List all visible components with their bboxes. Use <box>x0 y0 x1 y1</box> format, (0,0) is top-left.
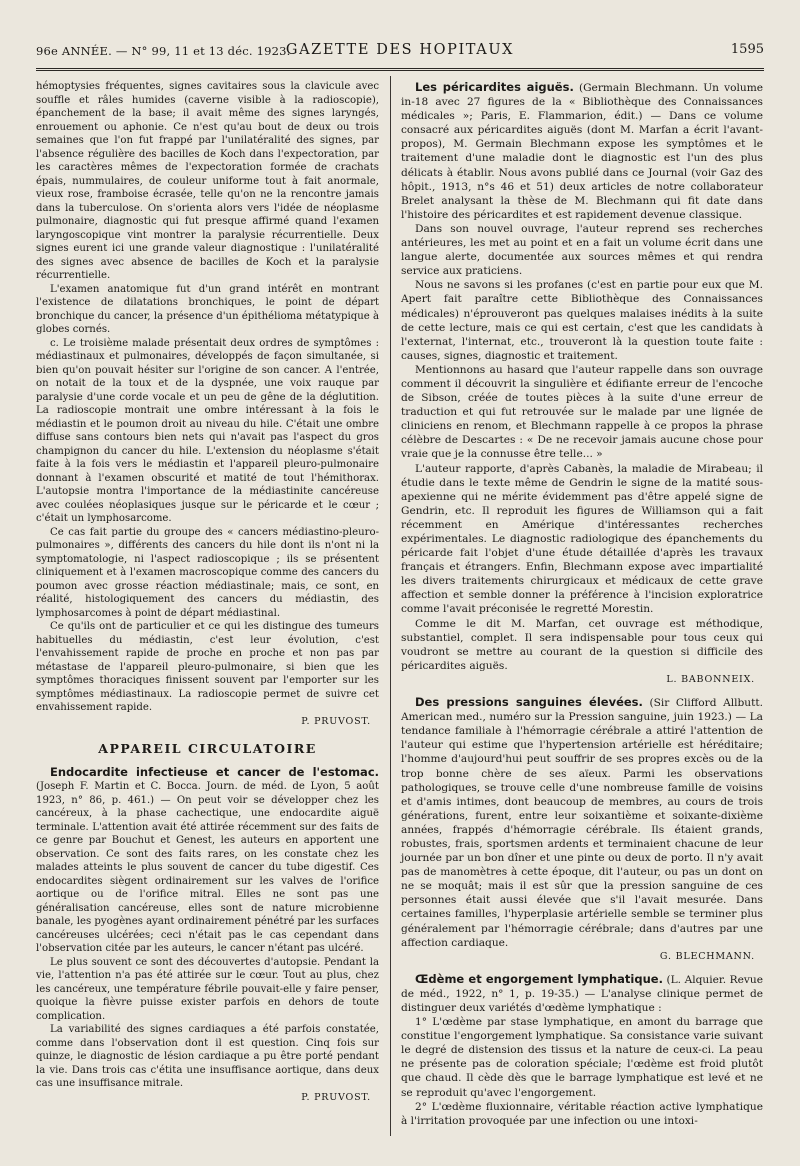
article-endocardite <box>36 766 379 1105</box>
paragraph: Ce cas fait partie du groupe des « cancers médiastino-pleuro-pulmonaires », différents des cancers du hile dont ils n'ont ni la symptomatologie, ni l'aspect radioscopique ; ils se présentent cliniquement et à l'examen macroscopique comme des cancers du poumon avec grosse réaction médiastinale; mais, ce sont, en réalité, histologiquement des cancers du médiastin, des lymphosarcomes à point de départ médiastinal. <box>36 526 379 619</box>
paragraph: La variabilité des signes cardiaques a été parfois constatée, comme dans l'observation dont il est question. Cinq fois sur quinze, le diagnostic de lésion cardiaque a pu être porté pendant la vie. Dans trois cas c'étita une insuffisance aortique, dans deux cas une insuffisance mitrale. <box>36 1024 379 1089</box>
author-signature: P. PRUVOST. <box>301 1091 371 1103</box>
header-double-rule <box>36 68 764 71</box>
article-title: Des pressions sanguines élevées. <box>415 695 643 710</box>
paragraph: hémoptysies fréquentes, signes cavitaires sous la clavicule avec souffle et râles humides (caverne visible à la radioscopie), épanchement de la base; il avait même des signes laryngés, enrouement ou aphonie. Ce n'est qu'au bout de deux ou trois semaines que l'on fut frappé par l'unilatéralité des signes, par l'absence régulière des bacilles de Koch dans l'expectoration, par les caractères mêmes de l'expectoration formée de crachats épais, nummulaires, de couleur uniforme tout à fait anormale, vieux rose, framboise écrasée, telle qu'on ne la rencontre jamais dans la tuberculose. On s'orienta alors vers l'idée de néoplasme pulmonaire, diagnostic qui fut presque affirmé quand l'examen laryngoscopique vint montrer la paralysie récurrentielle. Deux signes eurent ici une grande valeur diagnostique : l'unilatéralité des signes avec absence de bacilles de Koch et la paralysie récurrentielle. <box>36 81 379 281</box>
paragraph: Comme le dit M. Marfan, cet ouvrage est méthodique, substantiel, complet. Il sera indispensable pour tous ceux qui voudront se mettre au courant de la question si difficile des péricardites aiguës. <box>401 617 763 672</box>
paragraph: 2° L'œdème fluxionnaire, véritable réaction active lymphatique à l'irritation provoquée par une infection ou une intoxi- <box>401 1100 763 1127</box>
paragraph: L'examen anatomique fut d'un grand intérêt en montrant l'existence de dilatations bronchiques, le point de départ bronchique du cancer, la présence d'un épithélioma métatypique à globes cornés. <box>36 283 379 335</box>
author-signature: G. BLECHMANN. <box>659 950 755 962</box>
column-divider <box>390 76 391 1136</box>
right-column <box>401 80 763 1128</box>
paragraph: Dans son nouvel ouvrage, l'auteur reprend ses recherches antérieures, les met au point et en a fait un volume écrit dans une langue alerte, documentée aux sources mêmes et qui rendra service aux praticiens. <box>401 222 763 278</box>
paragraph: L'auteur rapporte, d'après Cabanès, la maladie de Mirabeau; il étudie dans le texte même de Gendrin le signe de la matité sous-apexienne qui ne mérite évidemment pas d'être appelé signe de Gendrin, etc. Il reproduit les figures de Williamson qui a fait récemment en Amérique d'intéressantes recherches expérimentales. Le diagnostic radiologique des épanchements du péricarde fait l'objet d'une étude détaillée d'après les travaux français et étrangers. Enfin, Blechmann expose avec impartialité les divers traitements chirurgicaux et médicaux de cette grave affection et semble donner la préférence à l'incision exploratrice comme l'avait préconisée le regretté Morestin. <box>401 462 763 616</box>
article-title: Les péricardites aiguës. <box>415 80 574 94</box>
journal-title: GAZETTE DES HOPITAUX <box>285 42 515 58</box>
paragraph: c. Le troisième malade présentait deux ordres de symptômes : médiastinaux et pulmonaires, développés de façon simultanée, si bien qu'on pouvait hésiter sur l'origine de son cancer. A l'entrée, on notait de la toux et de la dyspnée, une voix rauque par paralysie d'une corde vocale et un peu de gêne de la déglutition. La radioscopie montrait une ombre intéressant à la fois le médiastin et le poumon droit au niveau du hile. C'était une ombre diffuse sans contours bien nets qui n'avait pas l'aspect du gros champignon du cancer du hile. L'extension du néoplasme s'était faite à la fois vers le médiastin et l'appareil pleuro-pulmonaire donnant à l'examen obscurité et matité de tout l'hémithorax. L'autopsie montra l'importance de la médiastinite cancéreuse avec coulées néoplasiques jusque sur le péricarde et le cœur ; c'était un lymphosarcome. <box>36 337 379 524</box>
paragraph: Ce qu'ils ont de particulier et ce qui les distingue des tumeurs habituelles du médiastin, c'est leur évolution, c'est l'envahissement rapide de proche en proche et non pas par métastase de l'appareil pleuro-pulmonaire, si bien que les symptômes thoraciques finissent souvent par l'emporter sur les symptômes médiastinaux. La radioscopie permet de suivre cet envahissement rapide. <box>36 621 379 713</box>
article-title: Endocardite infectieuse et cancer de l'estomac. <box>50 764 379 779</box>
article-lead: (Germain Blechmann. Un volume in-18 avec 27 figures de la « Bibliothèque des Connaissances médicales »; Paris, E. Flammarion, édit.) — Dans ce volume consacré aux péricardites aiguës (dont M. Marfan a écrit l'avant-propos), M. Germain Blechmann expose les symptômes et le traitement d'une maladie dont le diagnostic est l'un des plus délicats à établir. Nous avons publié dans ce Journal (voir Gaz des hôpit., 1913, n°s 46 et 51) deux articles de notre collaborateur Brelet analysant la thèse de M. Blechmann qui fit date dans l'histoire des péricardites et est rapidement devenue classique. <box>401 82 764 221</box>
article-lead: (Joseph F. Martin et C. Bocca. Journ. de méd. de Lyon, 5 août 1923, n° 86, p. 461.) — On peut voir se développer chez les cancéreux, à la phase cachectique, une endocardite aiguë terminale. L'attention avait été attirée récemment sur des faits de ce genre par Bouchut et Genest, les auteurs en apportent une observation. Ce sont des faits rares, on les constate chez les malades atteints le plus souvent de cancer du tube digestif. Ces endocardites siègent ordinairement sur les valves de l'orifice aortique ou de l'orifice mitral. Elles ne sont pas une généralisation cancéreuse, elles sont de nature microbienne banale, les pyogènes ayant ordinairement pénétré par les surfaces cancéreuses ulcérées; ceci n'était pas le cas cependant dans l'observation citée par les auteurs, le cancer n'étant pas ulcéré. <box>36 781 379 954</box>
author-signature: P. PRUVOST. <box>301 715 371 727</box>
article-pericardites <box>401 80 763 687</box>
article-lead: (Sir Clifford Allbutt. American med., numéro sur la Pression sanguine, juin 1923.) — La tendance familiale à l'hémorragie cérébrale a attiré l'attention de l'auteur qui estime que l'hypertension artérielle est héréditaire; l'homme d'aujourd'hui peut souffrir de ses propres excès ou de la trop bonne chère de ses aïeux. Parmi les observations pathologiques, se trouve celle d'une nombreuse famille de voisins et d'amis intimes, dont beaucoup de membres, au cours de trois générations, furent, entre leur soixantième et soixante-dixième années, frappés d'hémorragie cérébrale. Ils étaient grands, robustes, frais, sportsmen ardents et terminaient chacune de leur journée par un bon dîner et une pinte ou deux de porto. Il n'y avait pas de manomètres à cette époque, dit l'auteur, ou pas un dont on ne se moquât; mais il est sûr que la pression sanguine de ces personnes était aussi élevée que s'il l'avait mesurée. Dans certaines familles, l'hyperplasie artérielle semble se terminer plus généralement par l'hémorragie cérébrale; dans d'autres par une affection cardiaque. <box>401 697 764 949</box>
page-header <box>36 40 764 66</box>
paragraph: Nous ne savons si les profanes (c'est en partie pour eux que M. Apert fait paraître cette Bibliothèque des Connaissances médicales) n'éprouveront pas quelques malaises inédits à la suite de cette lecture, mais ce qui est certain, c'est que les candidats à l'externat, l'internat, etc., trouveront là la question toute faite : causes, signes, diagnostic et traitement. <box>401 279 763 362</box>
left-column <box>36 80 379 1112</box>
paragraph: Le plus souvent ce sont des découvertes d'autopsie. Pendant la vie, l'attention n'a pas été attirée sur le cœur. Tout au plus, chez les cancéreux, une température fébrile pouvait-elle y faire penser, quoique la fièvre puisse exister parfois en dehors de toute complication. <box>36 956 379 1022</box>
paragraph: 1° L'œdème par stase lymphatique, en amont du barrage que constitue l'engorgement lymphatique. Sa consistance varie suivant le degré de distension des tissus et la nature de ceux-ci. La peau ne présente pas de coloration spéciale; l'œdème est froid plutôt que chaud. Il cède dès que le barrage lymphatique est levé et ne se reproduit qu'avec l'engorgement. <box>401 1016 763 1099</box>
issue-info: 96e ANNÉE. — N° 99, 11 et 13 déc. 1923. <box>36 44 291 58</box>
page-number: 1595 <box>730 42 764 57</box>
paragraph: Mentionnons au hasard que l'auteur rappelle dans son ouvrage comment il découvrit la singulière et édifiante erreur de l'encoche de Sibson, créée de toutes pièces à la suite d'une erreur de traduction et qui fut retrouvée sur le malade par une lignée de cliniciens en renom, et Blechmann rappelle à ce propos la phrase célèbre de Descartes : « De ne recevoir jamais aucune chose pour vraie que je la connusse être telle... » <box>401 363 763 461</box>
article-pressions <box>401 695 763 964</box>
article-oedeme <box>401 972 763 1128</box>
author-signature: L. BABONNEIX. <box>666 673 755 685</box>
section-heading: APPAREIL CIRCULATOIRE <box>98 741 317 756</box>
article-title: Œdème et engorgement lymphatique. <box>415 971 663 986</box>
article-lead: (L. Alquier. Revue de méd., 1922, n° 1, p. 19-35.) — L'analyse clinique permet de distinguer deux variétés d'œdème lymphatique : <box>401 973 763 1014</box>
